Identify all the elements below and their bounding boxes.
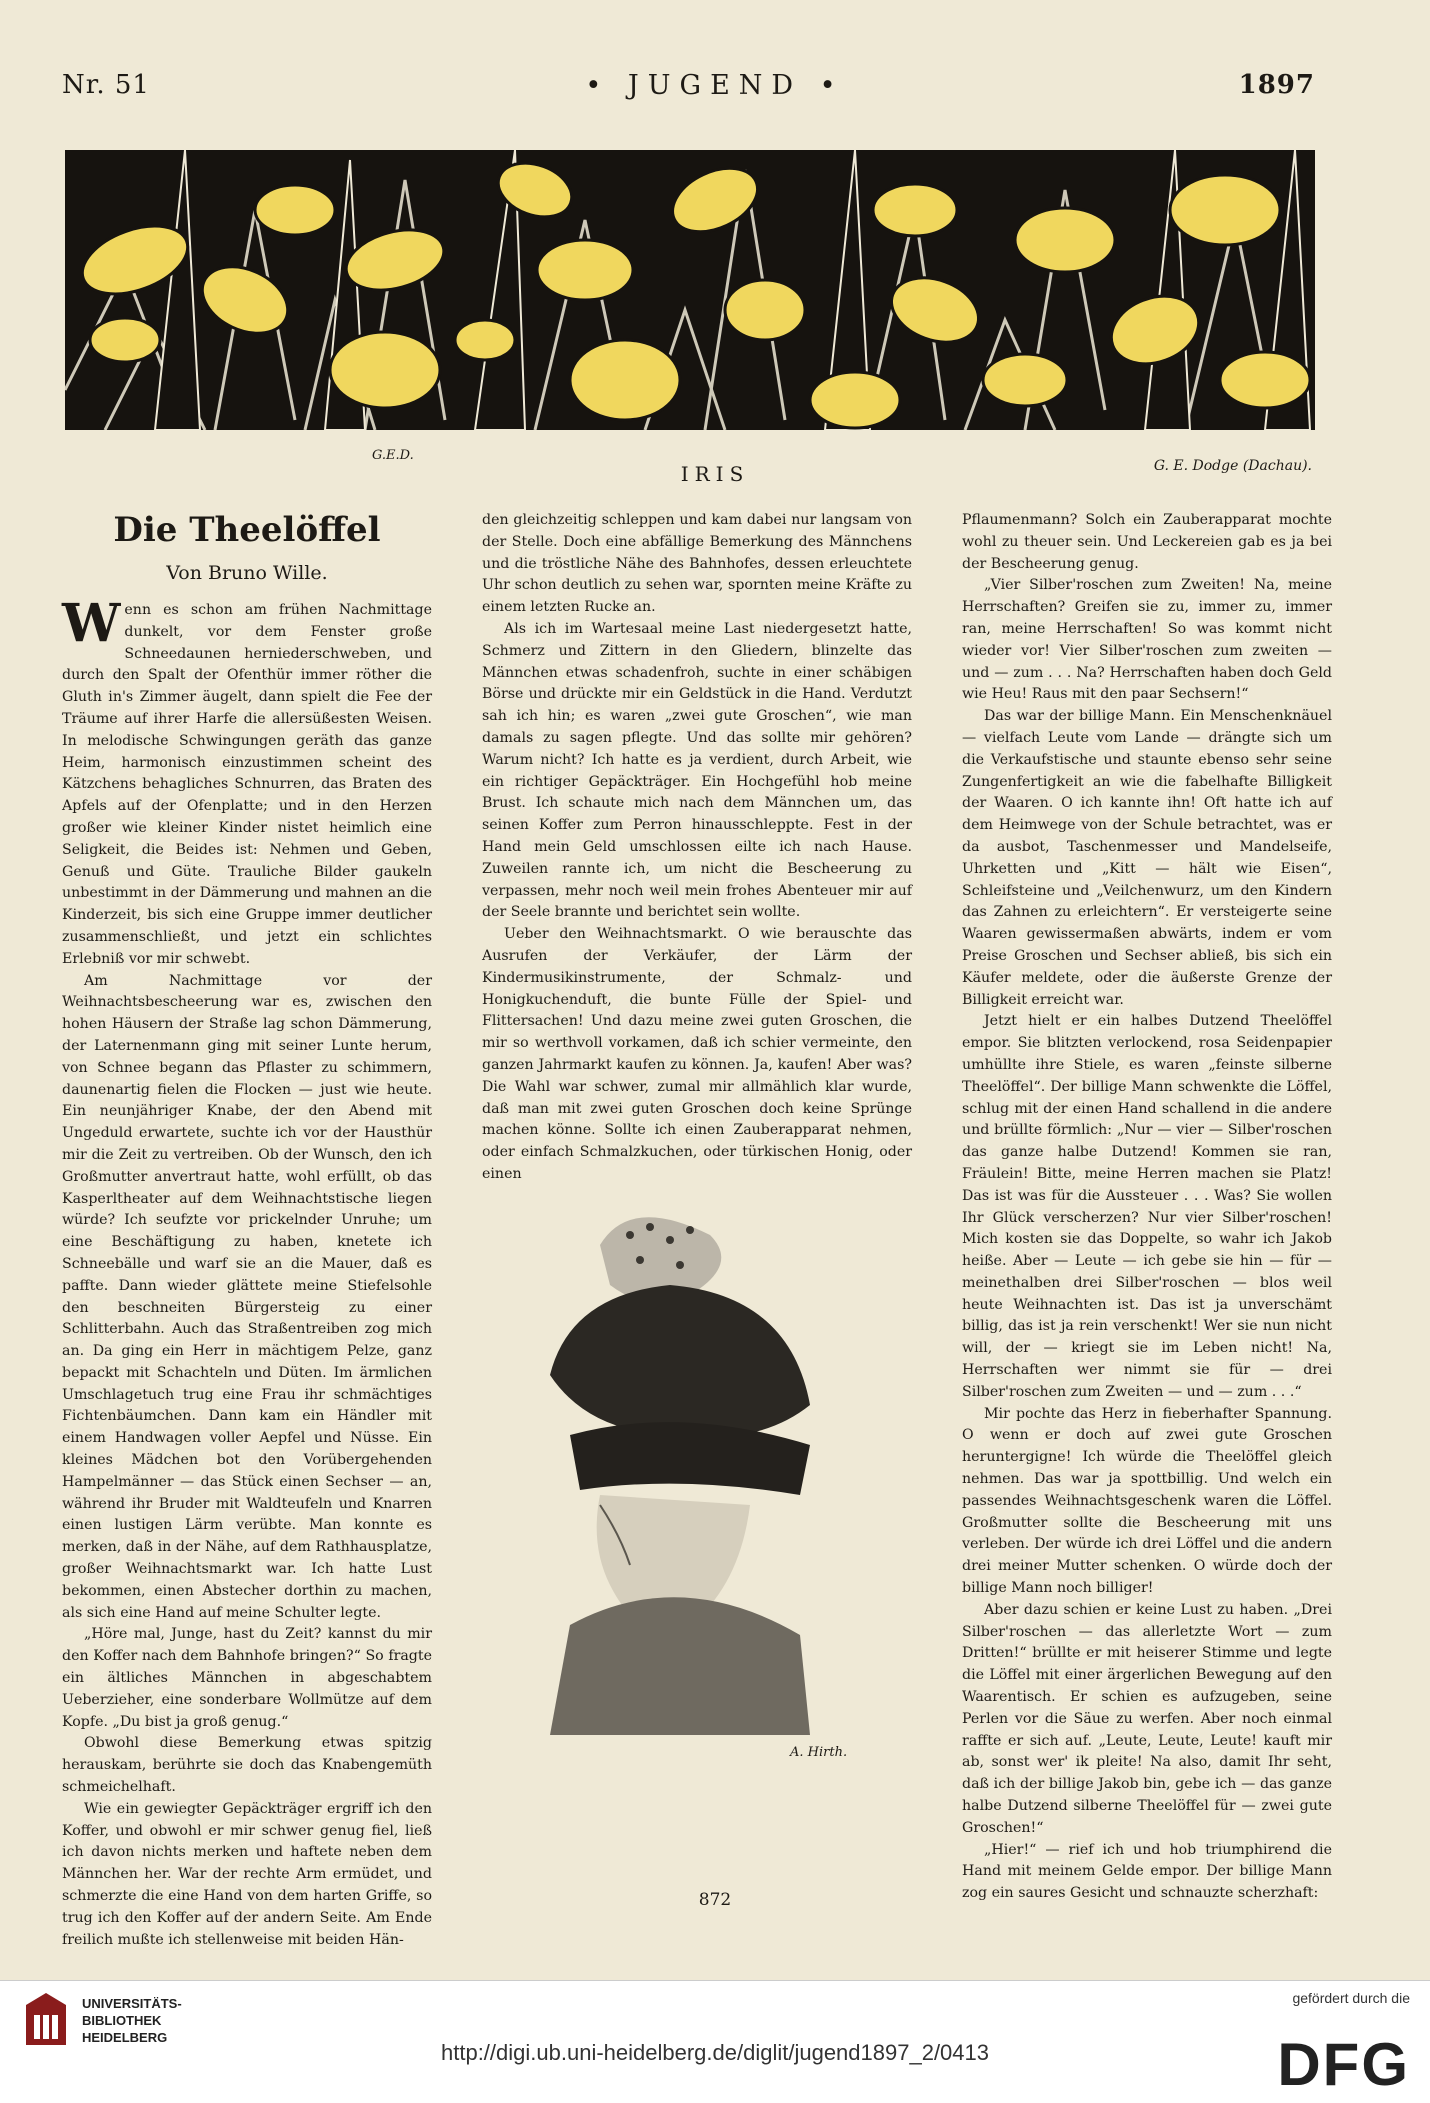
woman-with-hat-illustration [510,1205,840,1735]
year: 1897 [1238,70,1315,100]
dfg-logo[interactable]: DFG [1277,2031,1410,2098]
paragraph: enn es schon am frühen Nachmittage dunkelt, vor dem Fenster große Schneedaunen herniederschweben, und durch den Spalt der Ofenthür immer röther die Gluth in's Zimmer äugelt, dann spielt die Fee der Träume auf ihrer Harfe die allersüßesten Weisen. In melodische Schwingungen geräth das ganze Heim, harmonisch einzustimmen scheint des Kätzchens behagliches Schnurren, das Braten des Apfels auf der Ofenplatte; und in den Herzen großer wie kleiner Kinder nistet heimlich eine Seligkeit, die Beides ist: Nehmen und Geben, Genuß und Güte. Trauliche Bilder gaukeln unbestimmt in der Dämmerung und mahnen an die Kinderzeit, bis sich eine Gruppe immer deutlicher zusammenschließt, und jetzt ein schlichtes Erlebniß vor mir schwebt. [62,602,432,967]
page-number: 872 [698,1890,732,1910]
paragraph: Jetzt hielt er ein halbes Dutzend Theelöffel empor. Sie blitzten verlockend, rosa Seidenpapier umhüllte ihre Stiele, es waren „feinste silberne Theelöffel“. Der billige Mann schwenkte die Löffel, schlug mit der einen Hand schallend in die andere und brüllte förmlich: „Nur — vier — Silber'roschen das ganze halbe Dutzend! Kommen sie ran, Fräulein! Bitte, meine Herren machen sie Platz! Das ist was für die Aussteuer . . . Was? Sie wollen Ihr Glück verscherzen? Nur vier Silber'roschen! Mich kosten sie das Doppelte, so wahr ich Jakob heiße. Aber — Leute — ich gebe sie hin — für — meinethalben drei Silber'roschen — blos weil heute Weihnachten ist. Das ist ja unverschämt billig, das ist ja rein verschenkt! Wer sie nun nicht will, der — kriegt sie im Leben nicht! Na, Herrschaften wer nimmt sie für — drei Silber'roschen zum Zweiten — und — zum . . .“ [962,1013,1332,1400]
paragraph: Am Nachmittage vor der Weihnachtsbescheerung war es, zwischen den hohen Häusern der Straße lag schon Dämmerung, der Laternenmann ging mit seiner Lunte herum, von Schnee begann das Pflaster zu schimmern, daunenartig fielen die Flocken — just wie heute. Ein neunjähriger Knabe, der den Abend mit Ungeduld erwartete, suchte ich vor der Hausthür mir die Zeit zu vertreiben. Ob der Wunsch, den ich Großmutter anvertraut hatte, wohl erfüllt, ob das Kasperltheater auf dem Weihnachtstische liegen würde? Ich seufzte vor prickelnder Unruhe; um eine Beschäftigung zu haben, knetete ich Schneebälle und warf sie an die Mauer, daß es paffte. Dann wieder glättete meine Stiefelsohle den beschneiten Bürgersteig zu einer Schlitterbahn. Auch das Straßentreiben zog mich an. Da ging ein Herr in mächtigem Pelze, ganz bepackt mit Schachteln und Düten. Im ärmlichen Umschlagetuch trug eine Frau ihr schmächtiges Fichtenbäumchen. Dann kam ein Händler mit einem Handwagen voller Aepfel und Nüsse. Ein kleines Mädchen bot den Vorübergehenden Hampelmänner — das Stück einen Sechser — an, während ihr Bruder mit Waldteufeln und Knarren einen lustigen Lärm verübte. Man konnte es merken, daß in der Nähe, auf dem Rathhausplatze, großer Weihnachtsmarkt war. Ich hatte Lust bekommen, einen Abstecher dorthin zu machen, als sich eine Hand auf meine Schulter legte. [62,972,432,1621]
paragraph: Wie ein gewiegter Gepäckträger ergriff ich den Koffer, und obwohl er mir schwer genug fiel, ließ ich davon nichts merken und haftete neben dem Männchen her. War der rechte Arm ermüdet, und schmerzte die eine Hand von dem harten Griffe, so trug ich den Koffer auf der andern Seite. Am Ende freilich mußte ich stellenweise mit beiden Hän- [62,1800,432,1948]
illustration-signature: A. Hirth. [790,1745,848,1760]
paragraph: Das war der billige Mann. Ein Menschenknäuel — vielfach Leute vom Lande — drängte sich um die Verkaufstische und staunte ebenso sehr seine Zungenfertigkeit an wie die fabelhafte Billigkeit der Waaren. O ich kannte ihn! Oft hatte ich auf dem Heimwege von der Schule betrachtet, was er da ausbot, Taschenmesser und Mandelseife, Uhrketten und „Kitt — hält wie Eisen“, Schleifsteine und „Veilchenwurz, um den Kindern das Zahnen zu erleichtern“. Er versteigerte seine Waaren gewissermaßen abwärts, indem er vom Preise Groschen und Sechser abließ, bis sich ein Käufer meldete, oder die äußerste Grenze der Billigkeit erreicht war. [962,708,1332,1008]
paragraph: „Hier!“ — rief ich und hob triumphirend die Hand mit meinem Gelde empor. Der billige Mann zog ein saures Gesicht und schnauzte scherzhaft: [962,1841,1332,1902]
paragraph: Pflaumenmann? Solch ein Zauberapparat mochte wohl zu theuer sein. Und Leckereien gab es ja bei der Bescheerung genug. [962,512,1332,572]
drop-cap: W [62,593,121,654]
banner-artist: G. E. Dodge (Dachau). [1153,458,1312,474]
paragraph: Obwohl diese Bemerkung etwas spitzig herauskam, berührte sie doch das Knabengemüth schmeichelhaft. [62,1735,432,1796]
paragraph: Aber dazu schien er keine Lust zu haben. „Drei Silber'roschen — das allerletzte Wort — zum Dritten!“ brüllte er mit heiserer Stimme und legte die Löffel mit einer ärgerlichen Bewegung auf den Waarentisch. Er schien es aufzugeben, seine Perlen vor die Säue zu werfen. Aber noch einmal raffte er sich auf. „Leute, Leute, Leute! kauft mir ab, sonst wer' ik pleite! Na also, damit Ihr seht, daß ich der billige Jakob bin, gebe ich — das ganze halbe Dutzend silberne Theelöffel für — zwei gute Groschen!“ [962,1601,1332,1836]
library-name[interactable]: UNIVERSITÄTS- BIBLIOTHEK HEIDELBERG [82,1996,182,2045]
paragraph: den gleichzeitig schleppen und kam dabei nur langsam von der Stelle. Doch eine abfällige Bemerkung des Männchens und die tröstliche Nähe des Bahnhofes, dessen erleuchtete Uhr schon deutlich zu sehen war, spornten meine Kräfte zu einem letzten Rucke an. [482,512,912,616]
iris-banner [65,150,1315,430]
paragraph: „Vier Silber'roschen zum Zweiten! Na, meine Herrschaften? Greifen sie zu, immer zu, immer ran, meine Herrschaften! So was kommt nicht wieder vor! Vier Silber'roschen zum zweiten — und — zum . . . Na? Herrschaften haben doch Geld wie Heu! Raus mit den paar Sechsern!“ [962,577,1332,703]
article-author: Von Bruno Wille. [166,562,328,584]
paragraph: „Höre mal, Junge, hast du Zeit? kannst du mir den Koffer nach dem Bahnhofe bringen?“ So fragte ein ältliches Männchen in abgeschabtem Ueberzieher, eine sonderbare Wollmütze auf dem Kopfe. „Du bist ja groß genug.“ [62,1626,432,1730]
paragraph: Als ich im Wartesaal meine Last niedergesetzt hatte, Schmerz und Zittern in den Gliedern, blinzelte das Männchen etwas schadenfroh, suchte in einer schäbigen Börse und drückte mir ein Geldstück in die Hand. Verdutzt sah ich hin; es waren „zwei gute Groschen“, wie man damals zu sagen pflegte. Und das sollte mir gehören? Warum nicht? Ich hatte es ja verdient, durch Arbeit, wie ein richtiger Gepäckträger. Ein Hochgefühl hob meine Brust. Ich schaute mich nach dem Männchen um, das seinen Koffer zum Perron hinausschleppte. Fest in der Hand mein Geld umschlossen eilte ich nach Hause. Zuweilen rannte ich, um nicht die Bescheerung zu verpassen, mehr noch weil mein frohes Abenteuer mir auf der Seele brannte und berichtet sein wollte. [482,620,912,921]
article-title: Die Theelöffel [113,510,381,550]
magazine-title: • JUGEND • [585,70,845,101]
banner-caption: IRIS [680,462,750,486]
funding-label: gefördert durch die [1292,1990,1410,2006]
paragraph: Mir pochte das Herz in fieberhafter Spannung. O wenn er doch auf zwei gute Groschen heruntergigne! Ich würde die Theelöffel gleich nehmen. Das war ja spottbillig. Und welch ein passendes Weihnachtsgeschenk waren die Löffel. Großmutter sollte die Bescheerung mit uns verleben. Der würde ich drei Löffel und die andern drei meiner Mutter schenken. O würde doch der billige Mann noch billiger! [962,1405,1332,1597]
banner-signature: G.E.D. [372,448,414,463]
text-column-2 [482,510,912,1186]
text-column-3 [962,510,1332,1905]
source-url-link[interactable]: http://digi.ub.uni-heidelberg.de/diglit/jugend1897_2/0413 [441,2040,989,2065]
text-column-1 [62,593,432,1951]
paragraph: Ueber den Weihnachtsmarkt. O wie berauschte das Ausrufen der Verkäufer, der Lärm der Kindermusikinstrumente, der Schmalz- und Honigkuchenduft, die bunte Fülle der Spiel- und Flittersachen! Und dazu meine zwei guten Groschen, die mir so werthvoll vorkamen, daß ich schier vermeinte, den ganzen Jahrmarkt kaufen zu können. Ja, kaufen! Aber was? Die Wahl war schwer, zumal mir allmählich klar wurde, daß man mit zwei guten Groschen doch keine Sprünge machen könne. Sollte ich einen Zauberapparat nehmen, oder einfach Schmalzkuchen, oder türkischen Honig, oder einen [482,926,912,1182]
issue-number: Nr. 51 [62,70,150,100]
iris-illustration [65,150,1315,430]
